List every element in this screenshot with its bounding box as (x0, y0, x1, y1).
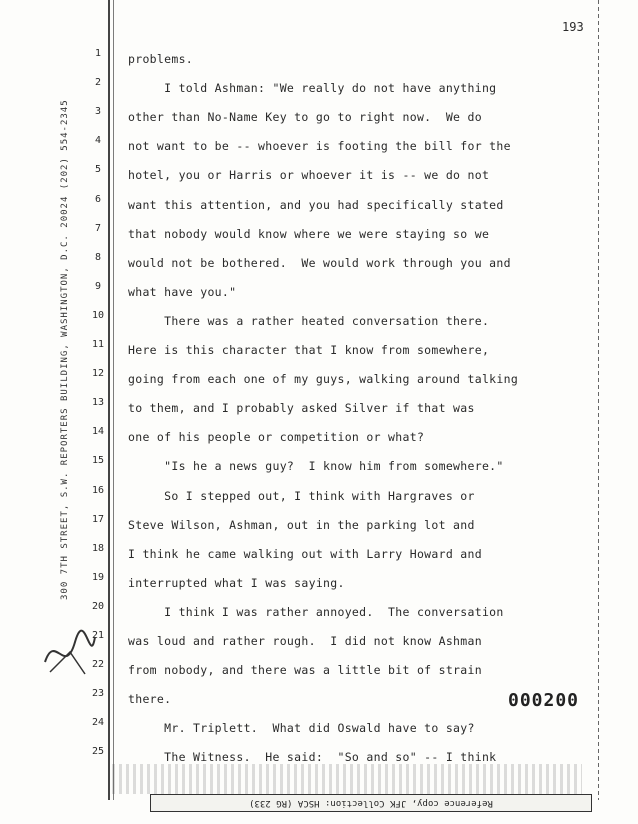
line-number: 8 (94, 251, 102, 263)
left-margin-rule (108, 0, 110, 800)
line-number: 14 (91, 426, 105, 438)
collection-footer: Reference copy, JFK Collection: HSCA (RG 233) (150, 794, 592, 812)
line-number: 7 (94, 222, 102, 234)
line-number: 18 (91, 542, 105, 554)
transcript-line: I think he came walking out with Larry Howard and (128, 546, 482, 561)
line-number: 5 (94, 164, 102, 176)
line-number: 6 (94, 193, 102, 205)
transcript-line: The Witness. He said: "So and so" -- I think (128, 750, 497, 765)
line-number: 23 (91, 688, 105, 700)
transcript-line: I told Ashman: "We really do not have anything (128, 81, 497, 96)
line-number: 25 (91, 746, 105, 758)
right-margin-rule (598, 0, 599, 800)
page-number: 193 (562, 20, 584, 34)
transcript-line: want this attention, and you had specifically stated (128, 197, 504, 212)
transcript-line: one of his people or competition or what? (128, 430, 425, 445)
line-number: 19 (91, 571, 105, 583)
line-number: 24 (91, 717, 105, 729)
transcript-line: other than No-Name Key to go to right now. We do (128, 110, 482, 125)
scan-artifact (112, 764, 582, 794)
line-number: 2 (94, 77, 102, 89)
transcript-line: So I stepped out, I think with Hargraves or (128, 488, 475, 503)
transcript-line: interrupted what I was saying. (128, 575, 345, 590)
line-number: 10 (91, 309, 105, 321)
transcript-line: to them, and I probably asked Silver if that was (128, 401, 475, 416)
reporter-address: 300 7TH STREET, S.W. REPORTERS BUILDING, WASHINGTON, D.C. 20024 (202) 554-2345 (60, 99, 70, 600)
transcript-line: was loud and rather rough. I did not know Ashman (128, 634, 482, 648)
line-number: 9 (94, 280, 102, 292)
line-number: 12 (91, 368, 105, 380)
transcript-line: not want to be -- whoever is footing the bill for the (128, 139, 511, 154)
line-number: 22 (91, 659, 105, 671)
transcript-line: Here is this character that I know from somewhere, (128, 343, 490, 357)
line-number: 17 (91, 513, 105, 525)
transcript-line: from nobody, and there was a little bit of strain (128, 663, 482, 678)
transcript-line: hotel, you or Harris or whoever it is -- we do not (128, 168, 490, 183)
line-number: 3 (94, 106, 102, 118)
transcript-line: would not be bothered. We would work through you and (128, 255, 511, 270)
transcript-line: what have you." (128, 284, 237, 299)
line-number: 1 (94, 48, 102, 59)
line-number: 16 (91, 484, 105, 496)
transcript-line: problems. (128, 52, 194, 66)
transcript-line: Mr. Triplett. What did Oswald have to say? (128, 721, 475, 736)
line-number: 20 (91, 600, 105, 612)
transcript-line: there. (128, 692, 172, 707)
document-stamp-number: 000200 (508, 690, 580, 711)
transcript-line: "Is he a news guy? I know him from somewhere." (128, 459, 504, 474)
transcript-line: There was a rather heated conversation there. (128, 313, 490, 328)
line-number: 13 (91, 397, 105, 409)
line-number: 15 (91, 455, 105, 467)
line-number: 21 (91, 630, 105, 641)
handwritten-signature (40, 622, 100, 682)
transcript-line: I think I was rather annoyed. The conversation (128, 604, 504, 619)
line-number: 4 (94, 135, 102, 147)
transcript-line: going from each one of my guys, walking around talking (128, 372, 519, 387)
left-margin-rule-inner (113, 0, 114, 800)
line-number: 11 (91, 339, 105, 350)
transcript-line: that nobody would know where we were staying so we (128, 226, 490, 241)
transcript-line: Steve Wilson, Ashman, out in the parking lot and (128, 517, 475, 532)
